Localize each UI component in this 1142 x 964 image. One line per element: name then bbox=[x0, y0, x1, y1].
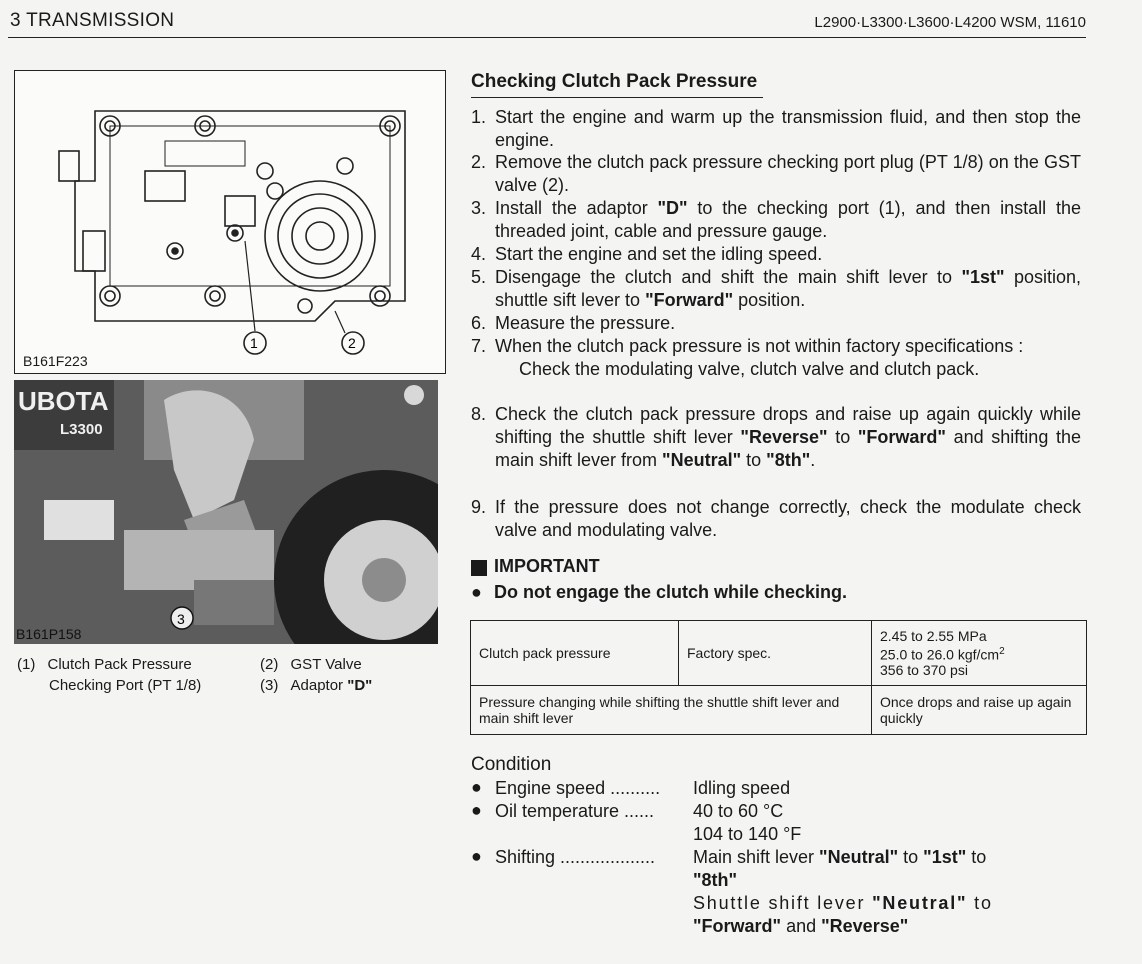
step-1 bbox=[471, 106, 1081, 152]
legend-num: (2) bbox=[260, 656, 279, 673]
important-square-icon bbox=[471, 560, 487, 576]
step-num: 2. bbox=[471, 152, 487, 172]
spec-item: Pressure changing while shifting the shuttle shift lever and main shift lever bbox=[471, 686, 872, 735]
step-text: Measure the pressure. bbox=[495, 313, 676, 333]
legend-item-3 bbox=[260, 675, 372, 696]
legend-num: (3) bbox=[260, 677, 279, 694]
title-underline bbox=[471, 97, 763, 98]
bullet-icon: ● bbox=[471, 777, 482, 797]
section-title: Checking Clutch Pack Pressure bbox=[471, 71, 758, 92]
callout-2: 2 bbox=[348, 335, 356, 351]
cond-shift-shuttle: Shuttle shift lever "Neutral" to bbox=[693, 893, 993, 913]
cond-shift-main-end: "8th" bbox=[693, 870, 738, 890]
legend-item-1 bbox=[17, 654, 192, 675]
tractor-photo bbox=[14, 380, 438, 644]
spec-value bbox=[872, 621, 1087, 686]
bullet-icon: ● bbox=[471, 800, 482, 820]
spec-value: Once drops and raise up again quickly bbox=[872, 686, 1087, 735]
gst-valve-figure bbox=[14, 70, 446, 374]
step-2 bbox=[471, 151, 1081, 197]
step-8 bbox=[471, 403, 1081, 472]
figure-code: B161F223 bbox=[23, 353, 88, 369]
step-7 bbox=[471, 335, 1081, 381]
step-6 bbox=[471, 312, 1081, 335]
condition-title: Condition bbox=[471, 754, 552, 775]
step-num: 6. bbox=[471, 313, 487, 333]
legend-text: GST Valve bbox=[290, 656, 362, 673]
step-num: 1. bbox=[471, 107, 487, 127]
photo-code: B161P158 bbox=[16, 626, 82, 642]
spec-type: Factory spec. bbox=[679, 621, 872, 686]
cond-engine-value: Idling speed bbox=[693, 778, 791, 798]
spec-item: Clutch pack pressure bbox=[471, 621, 679, 686]
step-text: If the pressure does not change correctly, check the modulate check valve and modulating valve. bbox=[495, 497, 1081, 540]
bullet-icon: ● bbox=[471, 582, 482, 602]
step-num: 8. bbox=[471, 404, 487, 424]
table-row bbox=[471, 621, 1087, 686]
cond-oil-value-f: 104 to 140 °F bbox=[693, 824, 802, 844]
legend-text: Clutch Pack Pressure bbox=[47, 656, 192, 673]
step-text: Start the engine and set the idling speed. bbox=[495, 244, 823, 264]
spec-value-psi: 356 to 370 psi bbox=[880, 662, 968, 679]
cond-oil-label: Oil temperature ...... bbox=[495, 801, 655, 821]
step-subtext: Check the modulating valve, clutch valve and clutch pack. bbox=[519, 359, 980, 379]
step-3 bbox=[471, 197, 1081, 243]
step-text: Start the engine and warm up the transmission fluid, and then stop the engine. bbox=[495, 107, 1081, 150]
step-num: 9. bbox=[471, 497, 487, 517]
step-9 bbox=[471, 496, 1081, 542]
callout-1: 1 bbox=[250, 335, 258, 351]
cond-shift-label: Shifting ................... bbox=[495, 847, 656, 867]
cond-oil-value-c: 40 to 60 °C bbox=[693, 801, 784, 821]
cond-engine-label: Engine speed .......... bbox=[495, 778, 661, 798]
cond-shift-shuttle-end: "Forward" and "Reverse" bbox=[693, 916, 909, 936]
step-4 bbox=[471, 243, 1081, 266]
step-text: When the clutch pack pressure is not within factory specifications : bbox=[495, 336, 1024, 356]
spec-value-kgf: 25.0 to 26.0 kgf/$cm^2$ bbox=[880, 645, 1005, 663]
step-num: 5. bbox=[471, 267, 487, 287]
step-text: Disengage the clutch and shift the main shift lever to "1st" position, shuttle sift lever to "Forward" position. bbox=[495, 267, 1081, 310]
gst-valve-drawing bbox=[15, 71, 445, 373]
spec-table bbox=[470, 620, 1087, 735]
header-rule bbox=[8, 37, 1086, 38]
step-5 bbox=[471, 266, 1081, 312]
legend-text: Adaptor bbox=[290, 677, 348, 694]
spec-value-mpa: 2.45 to 2.55 MPa bbox=[880, 627, 987, 644]
important-text: Do not engage the clutch while checking. bbox=[494, 582, 848, 602]
legend-item-1-cont: Checking Port (PT 1/8) bbox=[49, 677, 202, 694]
manual-models: L2900·L3300·L3600·L4200 WSM, 11610 bbox=[814, 14, 1086, 31]
tractor-photo-illustration bbox=[14, 380, 438, 644]
brand-text: UBOTA bbox=[18, 386, 109, 416]
table-row bbox=[471, 686, 1087, 735]
legend-num: (1) bbox=[17, 656, 36, 673]
bullet-icon: ● bbox=[471, 846, 482, 866]
callout-3: 3 bbox=[177, 611, 185, 627]
important-label: IMPORTANT bbox=[494, 556, 600, 576]
step-text: Install the adaptor "D" to the checking port (1), and then install the threaded joint, cable and pressure gauge. bbox=[495, 198, 1081, 241]
step-text: Check the clutch pack pressure drops and raise up again quickly while shifting the shuttle shift lever "Reverse" to "Forward" and shifting the main shift lever from "Neutral" to "8th". bbox=[495, 404, 1082, 470]
legend-item-2 bbox=[260, 654, 362, 675]
section-header: 3 TRANSMISSION bbox=[10, 10, 175, 31]
model-text: L3300 bbox=[60, 421, 103, 438]
cond-shift-main: Main shift lever "Neutral" to "1st" to bbox=[693, 847, 987, 867]
step-num: 4. bbox=[471, 244, 487, 264]
step-num: 3. bbox=[471, 198, 487, 218]
legend-bold: "D" bbox=[347, 677, 373, 694]
step-text: Remove the clutch pack pressure checking port plug (PT 1/8) on the GST valve (2). bbox=[495, 152, 1081, 195]
step-num: 7. bbox=[471, 336, 487, 356]
